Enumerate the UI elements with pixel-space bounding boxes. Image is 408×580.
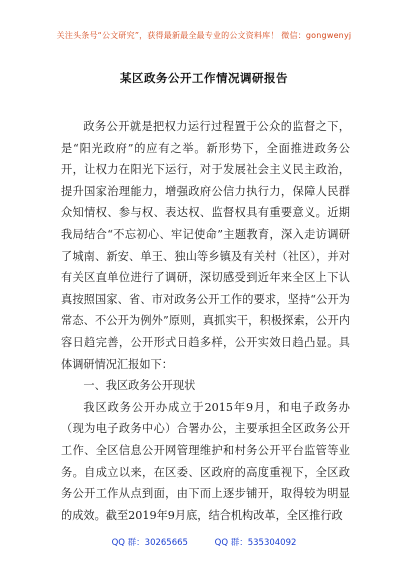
footer bbox=[0, 536, 408, 548]
document-title: 某区政务公开工作情况调研报告 bbox=[120, 71, 288, 85]
footer-qq-group-2: QQ 群：535304092 bbox=[214, 538, 297, 548]
intro-paragraph: 政务公开就是把权力运行过程置于公众的监督之下，是“阳光政府”的应有之举。新形势下，全面推进政务公开，让权力在阳光下运行，对于发展社会主义民主政治，提升国家治理能力，增强政府公信力执行力，保障人民群众知情权、参与权、表达权、监督权具有重要意义。近期我局结合“不忘初心、牢记使命”主题教育，深入走访调研了城南、新安、单王、独山等乡镇及有关村（社区），并对有关区直单位进行了调研，深切感受到近年来全区上下认真按照国家、省、市对政务公开工作的要求，坚持“公开为常态、不公开为例外”原则，真抓实干，积极探索，公开内容日趋完善，公开形式日趋多样，公开实效日趋凸显。具体调研情况汇报如下： bbox=[61, 120, 350, 371]
section-heading: 一、我区政务公开现状 bbox=[83, 379, 196, 393]
footer-qq-group-1: QQ 群：30265665 bbox=[111, 538, 188, 548]
header-banner: 关注头条号“公文研究”，获得最新最全最专业的公文资料库！ 微信：gongwenyj bbox=[56, 31, 352, 40]
body-paragraph: 我区政务公开办成立于2015年9月，和电子政务办（现为电子政务中心）合署办公，主要承担全区政务公开工作、全区信息公开网管理维护和村务公开平台监管等业务。自成立以来，在区委、区政府的高度重视下，全区政务公开工作从点到面，由下而上逐步铺开，取得较为明显的成效。截至2019年9月底，结合机构改革，全区推行政 bbox=[61, 400, 350, 522]
document-body bbox=[61, 116, 350, 526]
